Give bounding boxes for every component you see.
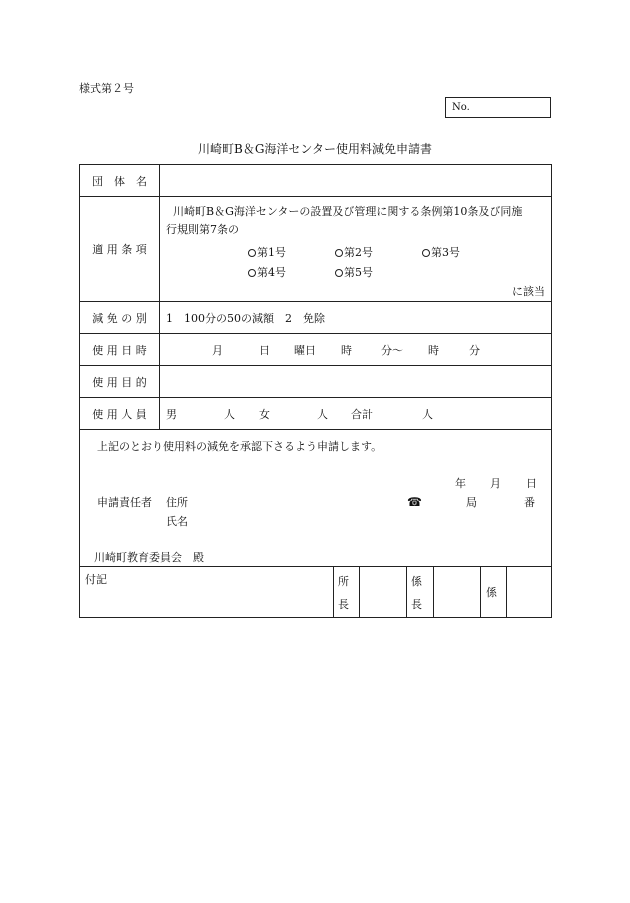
group-name-field[interactable]: [160, 165, 551, 196]
director-stamp-box[interactable]: [360, 566, 405, 617]
participant-count-field[interactable]: [160, 398, 551, 429]
radio-circle-icon: [335, 269, 343, 277]
datetime-day: 日: [259, 344, 270, 357]
phone-bureau-label: 局: [466, 496, 477, 509]
applicable-clause-label: 適 用 条 項: [92, 243, 147, 256]
datetime-month: 月: [212, 344, 223, 357]
approval-stamp-area: [79, 566, 552, 618]
chief-stamp-box[interactable]: [434, 566, 479, 617]
clause-text-line1: 川崎町B＆G海洋センターの設置及び管理に関する条例第10条及び同施: [173, 205, 523, 218]
radio-circle-icon: [248, 249, 256, 257]
staff-stamp-box[interactable]: [507, 566, 552, 617]
clause-option-3[interactable]: 第3号: [422, 247, 460, 258]
usage-datetime-field[interactable]: [160, 334, 551, 365]
name-label[interactable]: 氏名: [166, 515, 188, 528]
application-statement: 上記のとおり使用料の減免を承認下さるよう申請します。: [97, 440, 383, 453]
male-label: 男: [166, 408, 177, 421]
radio-circle-icon: [248, 269, 256, 277]
radio-circle-icon: [422, 249, 430, 257]
addressee: 川崎町教育委員会 殿: [94, 551, 204, 564]
applicable-clause-field: [160, 197, 551, 301]
row-participant-count: [80, 397, 551, 429]
group-name-label: 団 体 名: [92, 174, 147, 188]
female-unit: 人: [317, 408, 328, 421]
row-group-name: [80, 165, 551, 196]
exemption-type-options: 1 100分の50の減額 2 免除: [166, 312, 325, 325]
row-exemption-type: [80, 301, 551, 333]
exemption-type-field[interactable]: [160, 302, 551, 333]
usage-purpose-label: 使 用 目 的: [92, 375, 147, 389]
document-number-box[interactable]: [445, 97, 551, 118]
application-date-month: 月: [490, 477, 501, 490]
male-unit: 人: [224, 408, 235, 421]
staff-label: 係: [486, 586, 497, 599]
datetime-end-hour: 時: [428, 344, 439, 357]
clause-option-2[interactable]: 第2号: [335, 247, 373, 258]
application-date-year: 年: [455, 477, 466, 490]
datetime-start-hour: 時: [341, 344, 352, 357]
phone-number-label: 番: [524, 496, 535, 509]
note-label: 付記: [85, 573, 107, 586]
telephone-icon: ☎: [407, 495, 422, 509]
clause-option-5[interactable]: 第5号: [335, 267, 373, 278]
usage-datetime-label: 使 用 日 時: [92, 343, 147, 357]
clause-text-line2: 行規則第7条の: [166, 223, 239, 236]
participant-count-label: 使 用 人 員: [92, 407, 147, 421]
director-label-top: 所: [338, 575, 349, 588]
application-date-day: 日: [526, 477, 537, 490]
total-unit: 人: [422, 408, 433, 421]
address-label[interactable]: 住所: [166, 496, 188, 509]
director-label-bottom: 長: [338, 598, 349, 611]
datetime-weekday: 曜日: [294, 344, 316, 357]
chief-label-top: 係: [411, 575, 422, 588]
clause-option-4[interactable]: 第4号: [248, 267, 286, 278]
female-label: 女: [259, 408, 270, 421]
form-number-label: 様式第２号: [79, 82, 134, 95]
row-applicable-clause: [80, 196, 551, 301]
total-label: 合計: [351, 408, 373, 421]
row-application-statement: [80, 429, 551, 566]
form-title: 川崎町B＆G海洋センター使用料減免申請書: [198, 142, 432, 156]
clause-option-1[interactable]: 第1号: [248, 247, 286, 258]
datetime-start-minute: 分～: [381, 344, 403, 357]
datetime-end-minute: 分: [469, 344, 480, 357]
clause-suffix: に該当: [512, 285, 545, 298]
row-usage-purpose: [80, 365, 551, 397]
application-form-table: [79, 164, 552, 567]
document-number-label: No.: [452, 102, 470, 113]
usage-purpose-field[interactable]: [160, 366, 551, 397]
exemption-type-label: 減 免 の 別: [92, 311, 147, 325]
chief-label-bottom: 長: [411, 598, 422, 611]
radio-circle-icon: [335, 249, 343, 257]
row-usage-datetime: [80, 333, 551, 365]
applicant-label: 申請責任者: [97, 496, 152, 509]
